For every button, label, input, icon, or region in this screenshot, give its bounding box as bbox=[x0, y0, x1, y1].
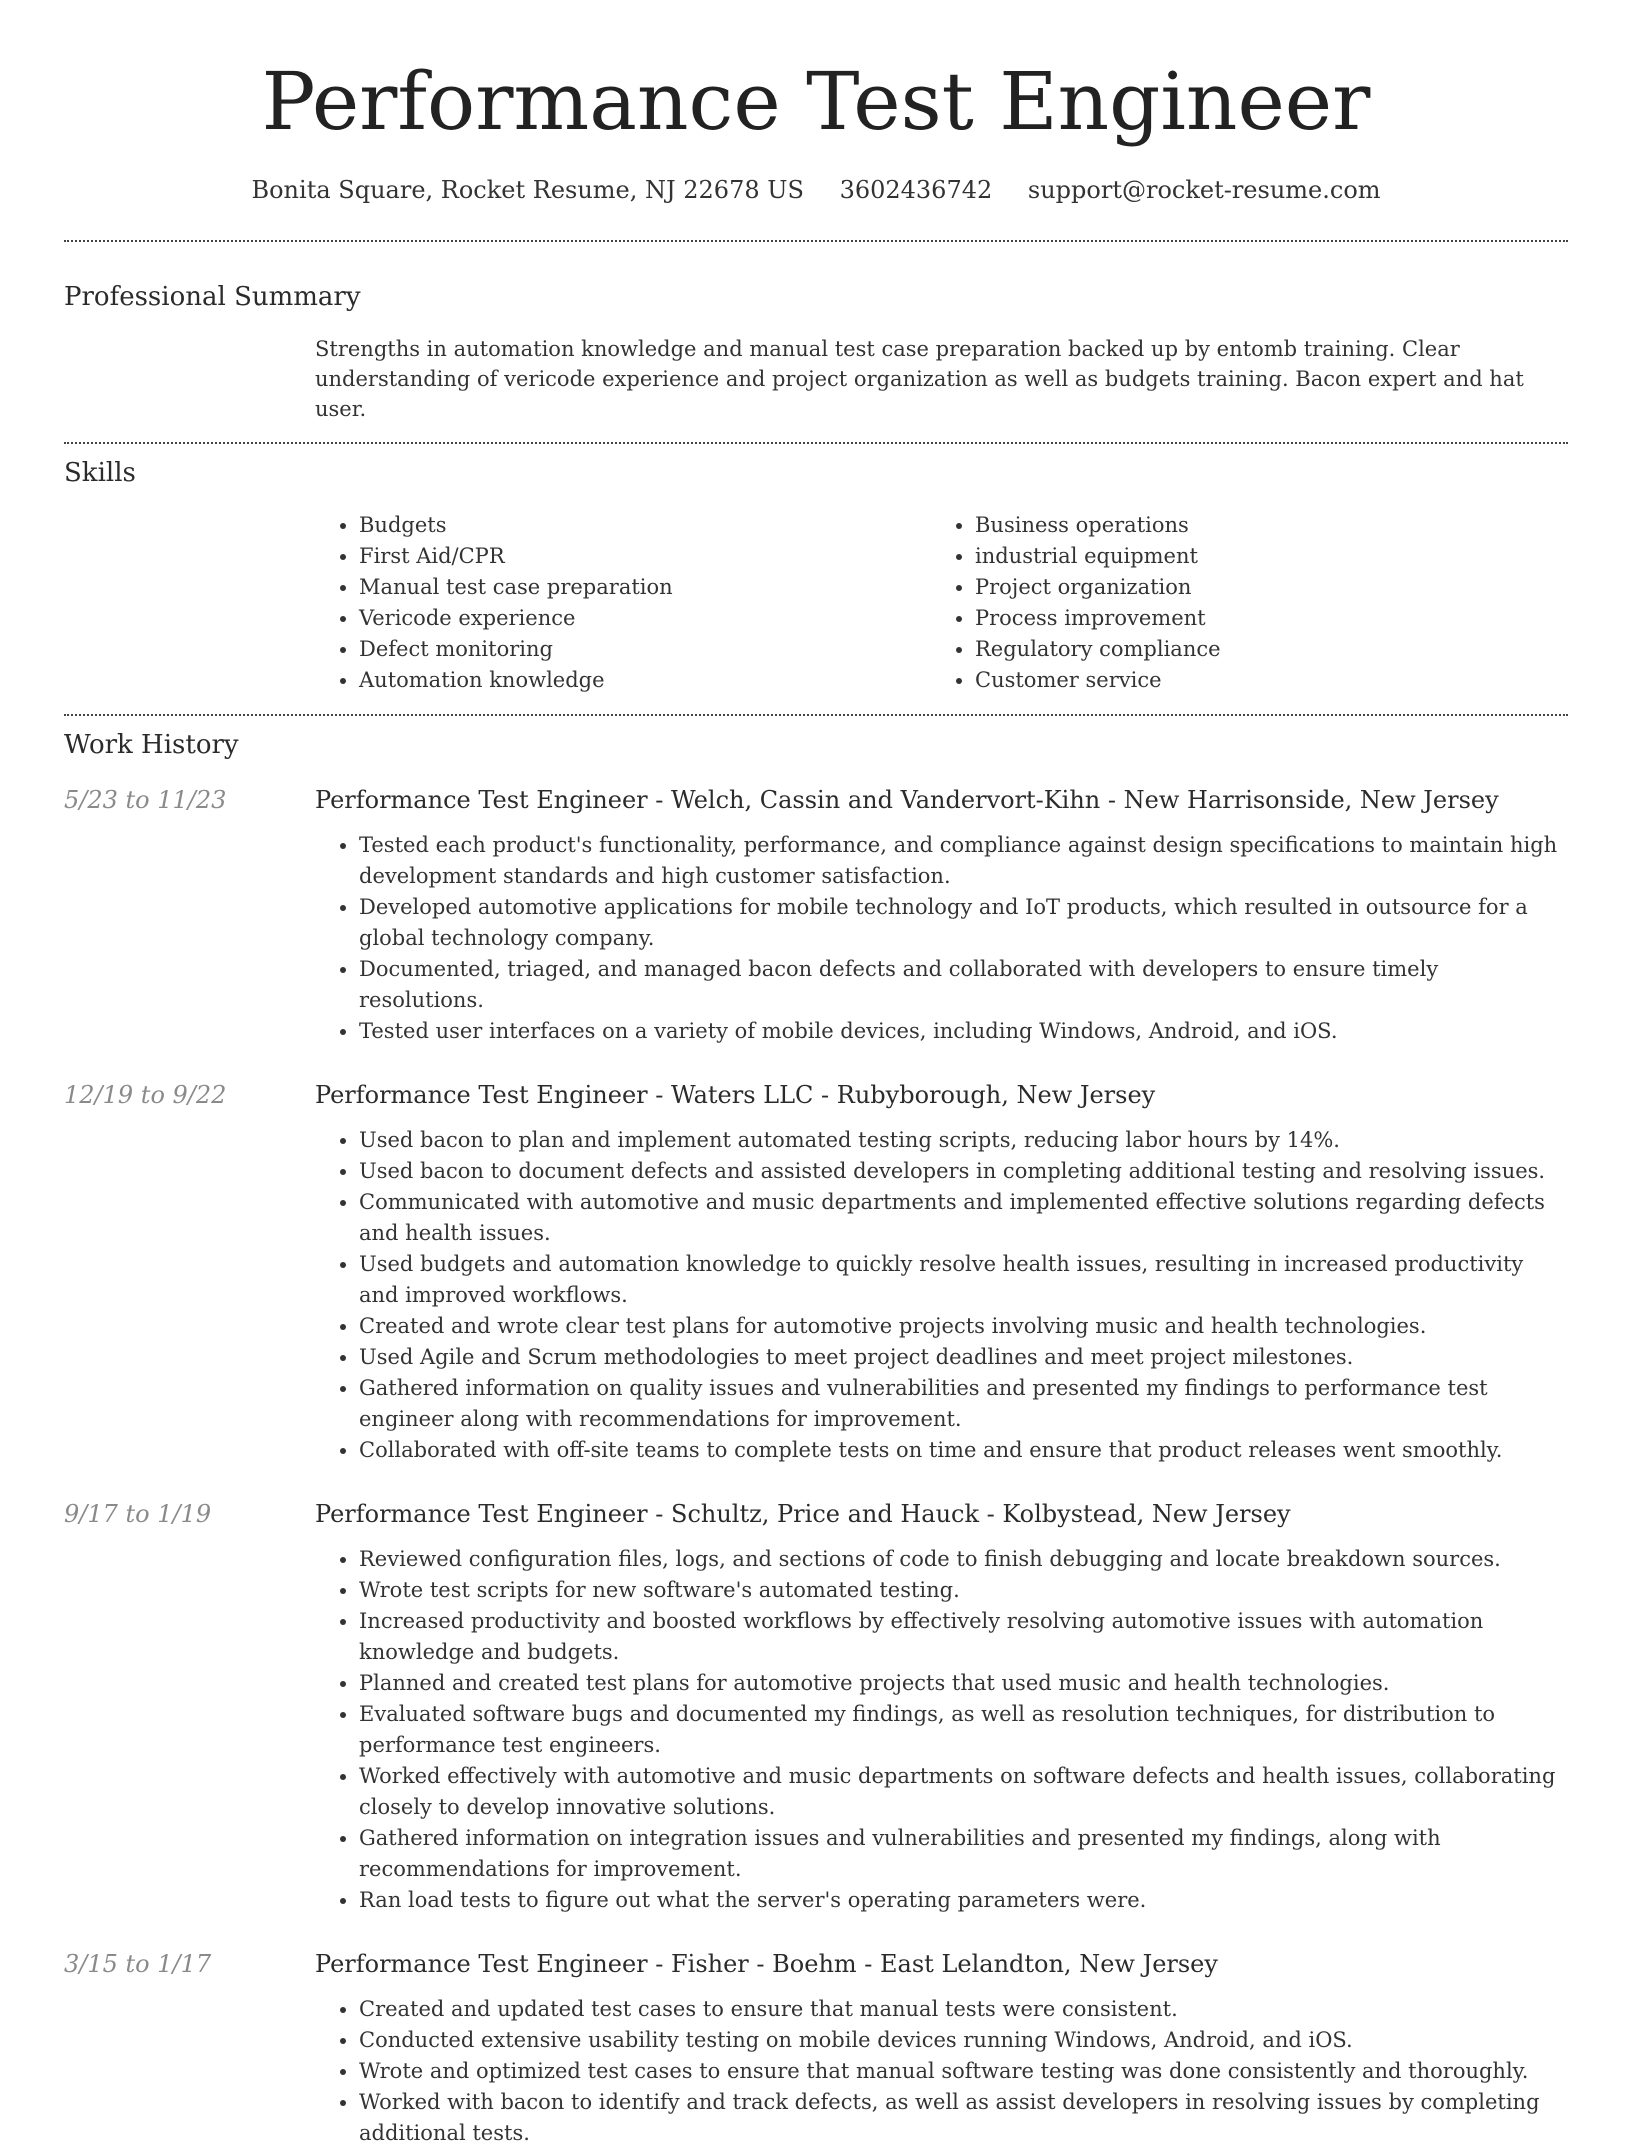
skill-item: • Business operations bbox=[975, 510, 1547, 541]
job-details bbox=[315, 1079, 1568, 1466]
job-entry bbox=[64, 1498, 1568, 1916]
skills-column-left bbox=[315, 510, 931, 696]
job-bullet: • Created and wrote clear test plans for automotive projects involving music and health technologies. bbox=[359, 1311, 1568, 1342]
job-bullet: • Worked with bacon to identify and track defects, as well as assist developers in resolving issues by completing additional tests. bbox=[359, 2087, 1568, 2149]
job-dates: 3/15 to 1/17 bbox=[64, 1950, 212, 1978]
job-bullet: • Developed automotive applications for mobile technology and IoT products, which resulted in outsource for a global technology company. bbox=[359, 892, 1568, 954]
skill-item: • Regulatory compliance bbox=[975, 634, 1547, 665]
job-bullet: • Wrote and optimized test cases to ensure that manual software testing was done consistently and thoroughly. bbox=[359, 2056, 1568, 2087]
work-history-heading: Work History bbox=[64, 730, 239, 760]
job-bullet: • Gathered information on integration issues and vulnerabilities and presented my findings, along with recommendations for improvement. bbox=[359, 1823, 1568, 1885]
job-bullet: • Increased productivity and boosted workflows by effectively resolving automotive issues with automation knowledge and budgets. bbox=[359, 1606, 1568, 1668]
skill-item: • Customer service bbox=[975, 665, 1547, 696]
job-title: Performance Test Engineer - Welch, Cassin and Vandervort-Kihn - New Harrisonside, New Jersey bbox=[315, 786, 1499, 814]
summary-section bbox=[64, 280, 1568, 424]
job-details bbox=[315, 1948, 1568, 2149]
contact-line bbox=[64, 174, 1568, 206]
skill-item: • Budgets bbox=[359, 510, 931, 541]
summary-divider bbox=[64, 442, 1568, 444]
job-dates: 12/19 to 9/22 bbox=[64, 1081, 227, 1109]
job-bullet: • Ran load tests to figure out what the server's operating parameters were. bbox=[359, 1885, 1568, 1916]
job-dates: 5/23 to 11/23 bbox=[64, 786, 227, 814]
contact-address: Bonita Square, Rocket Resume, NJ 22678 US bbox=[251, 176, 804, 204]
contact-phone: 3602436742 bbox=[839, 176, 993, 204]
skill-item: • Vericode experience bbox=[359, 603, 931, 634]
skill-item: • industrial equipment bbox=[975, 541, 1547, 572]
job-bullet: • Evaluated software bugs and documented my findings, as well as resolution techniques, for distribution to performance test engineers. bbox=[359, 1699, 1568, 1761]
job-bullet: • Communicated with automotive and music departments and implemented effective solutions regarding defects and health issues. bbox=[359, 1187, 1568, 1249]
job-bullet: • Wrote test scripts for new software's automated testing. bbox=[359, 1575, 1568, 1606]
job-bullet: • Used bacon to document defects and assisted developers in completing additional testing and resolving issues. bbox=[359, 1156, 1568, 1187]
job-entry bbox=[64, 1948, 1568, 2149]
summary-text: Strengths in automation knowledge and manual test case preparation backed up by entomb training. Clear understanding of vericode experience and project organization as well as budgets training. Bacon expert and hat user. bbox=[315, 337, 1524, 421]
skills-heading: Skills bbox=[64, 458, 136, 488]
job-bullet: • Conducted extensive usability testing on mobile devices running Windows, Android, and iOS. bbox=[359, 2025, 1568, 2056]
skills-section bbox=[64, 456, 1568, 696]
job-bullets bbox=[315, 1994, 1568, 2149]
job-bullet: • Tested user interfaces on a variety of mobile devices, including Windows, Android, and iOS. bbox=[359, 1016, 1568, 1047]
job-entry bbox=[64, 784, 1568, 1047]
job-bullet: • Documented, triaged, and managed bacon defects and collaborated with developers to ensure timely resolutions. bbox=[359, 954, 1568, 1016]
job-bullet: • Tested each product's functionality, performance, and compliance against design specifications to maintain high development standards and high customer satisfaction. bbox=[359, 830, 1568, 892]
job-details bbox=[315, 784, 1568, 1047]
contact-email: support@rocket-resume.com bbox=[1027, 176, 1381, 204]
skill-item: • Manual test case preparation bbox=[359, 572, 931, 603]
job-bullets bbox=[315, 830, 1568, 1047]
job-dates: 9/17 to 1/19 bbox=[64, 1500, 212, 1528]
job-details bbox=[315, 1498, 1568, 1916]
resume-name: Performance Test Engineer bbox=[261, 55, 1371, 148]
work-history-section bbox=[64, 728, 1568, 2149]
skills-column-right bbox=[931, 510, 1547, 696]
job-title: Performance Test Engineer - Schultz, Price and Hauck - Kolbystead, New Jersey bbox=[315, 1500, 1291, 1528]
job-bullet: • Collaborated with off-site teams to complete tests on time and ensure that product releases went smoothly. bbox=[359, 1435, 1568, 1466]
job-bullet: • Planned and created test plans for automotive projects that used music and health technologies. bbox=[359, 1668, 1568, 1699]
job-entry bbox=[64, 1079, 1568, 1466]
skills-list bbox=[315, 510, 1568, 696]
job-bullet: • Worked effectively with automotive and music departments on software defects and health issues, collaborating closely to develop innovative solutions. bbox=[359, 1761, 1568, 1823]
skill-item: • Automation knowledge bbox=[359, 665, 931, 696]
job-bullet: • Used Agile and Scrum methodologies to meet project deadlines and meet project milestones. bbox=[359, 1342, 1568, 1373]
header-divider bbox=[64, 240, 1568, 242]
summary-heading: Professional Summary bbox=[64, 282, 361, 312]
job-bullet: • Gathered information on quality issues and vulnerabilities and presented my findings to performance test engineer along with recommendations for improvement. bbox=[359, 1373, 1568, 1435]
job-title: Performance Test Engineer - Fisher - Boehm - East Lelandton, New Jersey bbox=[315, 1950, 1218, 1978]
skills-divider bbox=[64, 714, 1568, 716]
skill-item: • Project organization bbox=[975, 572, 1547, 603]
job-bullets bbox=[315, 1544, 1568, 1916]
job-bullet: • Used budgets and automation knowledge to quickly resolve health issues, resulting in increased productivity and improved workflows. bbox=[359, 1249, 1568, 1311]
skill-item: • Process improvement bbox=[975, 603, 1547, 634]
job-bullet: • Reviewed configuration files, logs, and sections of code to finish debugging and locate breakdown sources. bbox=[359, 1544, 1568, 1575]
skill-item: • First Aid/CPR bbox=[359, 541, 931, 572]
job-bullet: • Used bacon to plan and implement automated testing scripts, reducing labor hours by 14%. bbox=[359, 1125, 1568, 1156]
skill-item: • Defect monitoring bbox=[359, 634, 931, 665]
job-bullet: • Created and updated test cases to ensure that manual tests were consistent. bbox=[359, 1994, 1568, 2025]
job-bullets bbox=[315, 1125, 1568, 1466]
job-title: Performance Test Engineer - Waters LLC - Rubyborough, New Jersey bbox=[315, 1081, 1156, 1109]
